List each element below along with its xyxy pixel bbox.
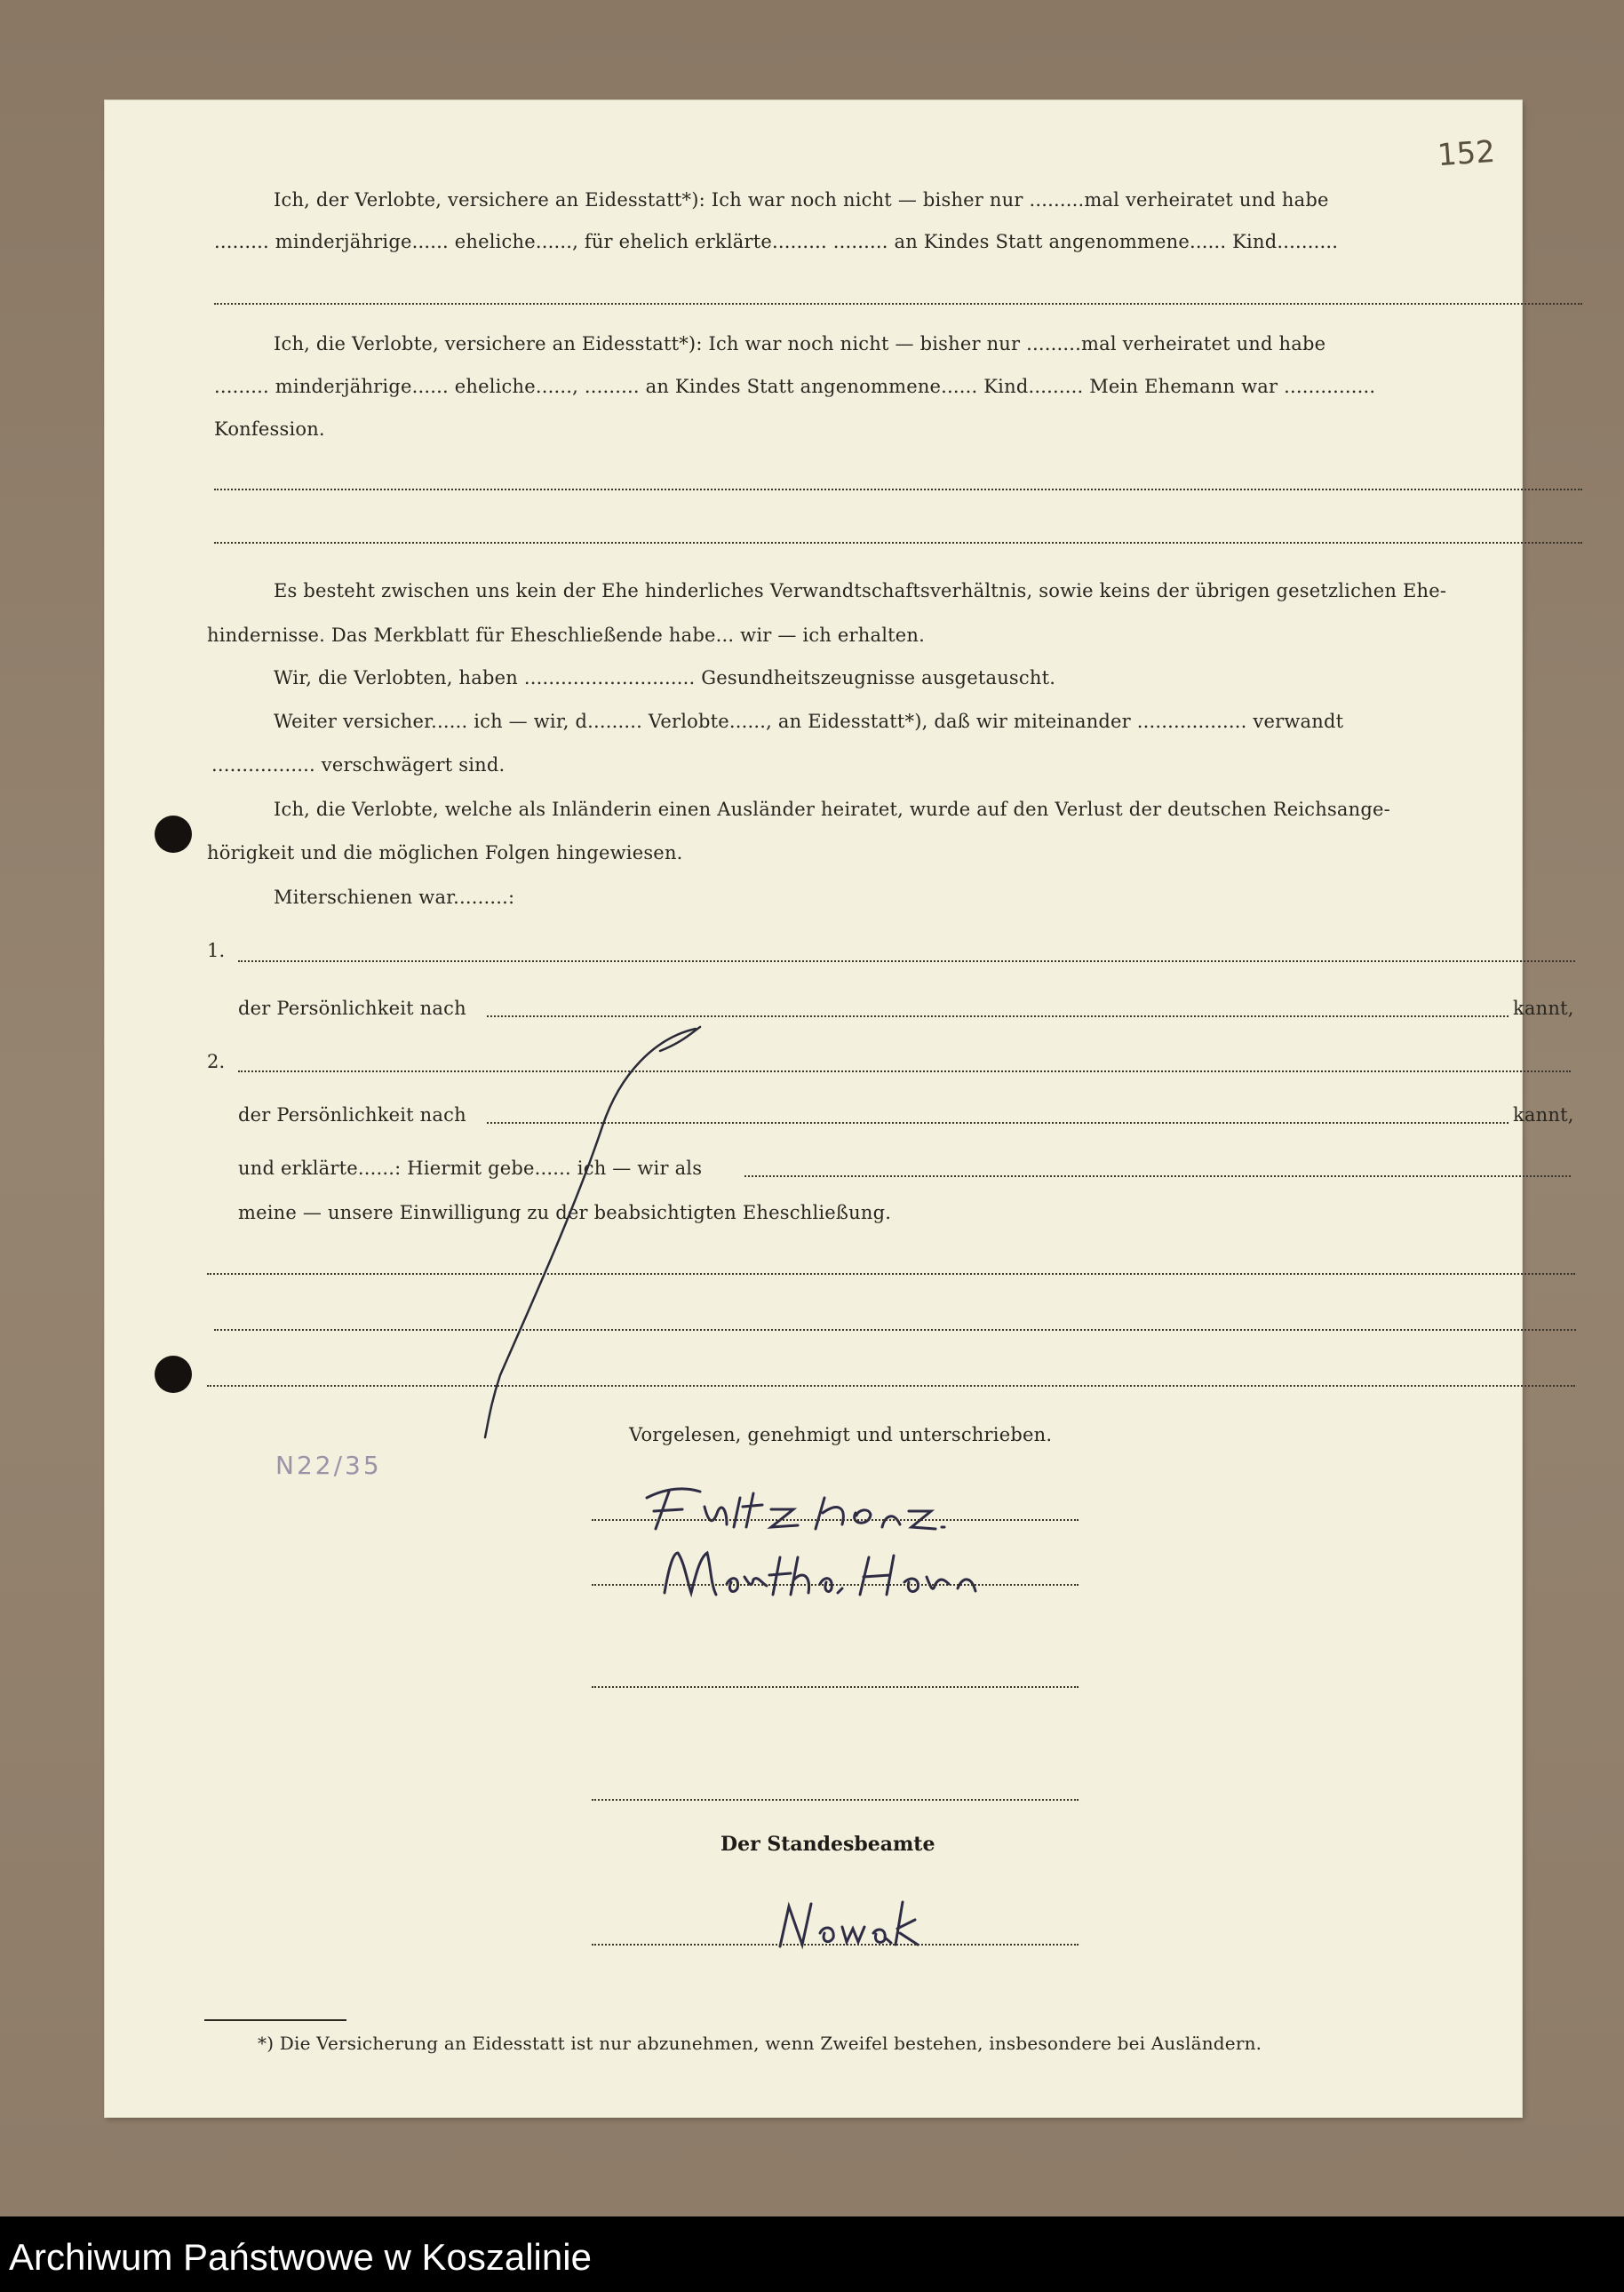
witness-number-1: 1.: [207, 940, 226, 961]
footnote-text: *) Die Versicherung an Eidesstatt ist nur abzunehmen, wenn Zweifel bestehen, insbesondere bei Ausländern.: [258, 2033, 1262, 2054]
einwilligung-line: meine — unsere Einwilligung zu der beabsichtigten Eheschließung.: [238, 1202, 892, 1223]
standesbeamte-title: Der Standesbeamte: [720, 1833, 935, 1856]
para2-line1: Ich, die Verlobte, versichere an Eidesstatt*): Ich war noch nicht — bisher nur .........mal verheiratet und habe: [274, 333, 1326, 354]
witness1-persoenlichkeit: der Persönlichkeit nach: [238, 998, 466, 1019]
fill-line: [238, 960, 1575, 962]
punch-hole: [155, 1356, 192, 1393]
para3-line1: Es besteht zwischen uns kein der Ehe hinderliches Verwandtschaftsverhältnis, sowie keins der übrigen gesetzlichen Ehe-: [274, 580, 1447, 601]
fill-line: [207, 1385, 1575, 1387]
para3-line7: hörigkeit und die möglichen Folgen hingewiesen.: [207, 842, 683, 863]
para3-line5: ................. verschwägert sind.: [211, 754, 506, 776]
witness2-kannt: kannt,: [1513, 1104, 1574, 1126]
fill-line: [238, 1070, 1571, 1072]
archive-name: Archiwum Państwowe w Koszalinie: [9, 2236, 592, 2278]
fill-line: [214, 1329, 1576, 1331]
fill-line: [214, 489, 1582, 490]
erklaerte-line: und erklärte......: Hiermit gebe...... ich — wir als: [238, 1158, 703, 1179]
punch-hole: [155, 816, 192, 853]
signature-official: [762, 1893, 958, 1955]
witness1-kannt: kannt,: [1513, 998, 1574, 1019]
fill-line: [207, 1273, 1575, 1275]
witness2-persoenlichkeit: der Persönlichkeit nach: [238, 1104, 466, 1126]
pencil-note: N22/35: [275, 1451, 382, 1480]
para2-line2: ......... minderjährige...... eheliche......, ......... an Kindes Statt angenommene...... Kind......... Mein Ehemann war ...............: [214, 376, 1376, 397]
witness-number-2: 2.: [207, 1051, 226, 1072]
footnote-rule: [204, 2019, 346, 2021]
signature-line: [592, 1519, 1079, 1521]
signature-line: [592, 1799, 1079, 1801]
page-number: 152: [1436, 133, 1497, 174]
signature-bride: [656, 1540, 1011, 1602]
para3-line2: hindernisse. Das Merkblatt für Eheschließende habe... wir — ich erhalten.: [207, 625, 925, 646]
para3-line6: Ich, die Verlobte, welche als Inländerin einen Ausländer heiratet, wurde auf den Verlust der deutschen Reichsange-: [274, 799, 1390, 820]
archive-footer: [0, 2216, 1624, 2292]
signature-line: [592, 1944, 1079, 1946]
fill-line: [214, 542, 1582, 544]
signature-line: [592, 1686, 1079, 1688]
document-page: [105, 100, 1574, 2117]
fill-line: [744, 1175, 1571, 1177]
signature-groom: [629, 1476, 949, 1538]
para1-line2: ......... minderjährige...... eheliche......, für ehelich erklärte......... ......... an Kindes Statt angenommene...... Kind..........: [214, 231, 1339, 252]
para3-line3: Wir, die Verlobten, haben ............................ Gesundheitszeugnisse ausgetauscht.: [274, 667, 1056, 688]
strike-through-stroke: [478, 1020, 709, 1446]
para2-line3: Konfession.: [214, 418, 325, 440]
para3-line4: Weiter versicher...... ich — wir, d......... Verlobte......, an Eidesstatt*), daß wir miteinander .................. verwandt: [274, 711, 1344, 732]
para1-line1: Ich, der Verlobte, versichere an Eidesstatt*): Ich war noch nicht — bisher nur .........mal verheiratet und habe: [274, 189, 1329, 211]
vorgelesen-line: Vorgelesen, genehmigt und unterschrieben.: [629, 1424, 1053, 1445]
fill-line: [487, 1015, 1509, 1017]
signature-line: [592, 1584, 1079, 1586]
para3-line8: Miterschienen war.........:: [274, 887, 515, 908]
fill-line: [214, 303, 1582, 305]
